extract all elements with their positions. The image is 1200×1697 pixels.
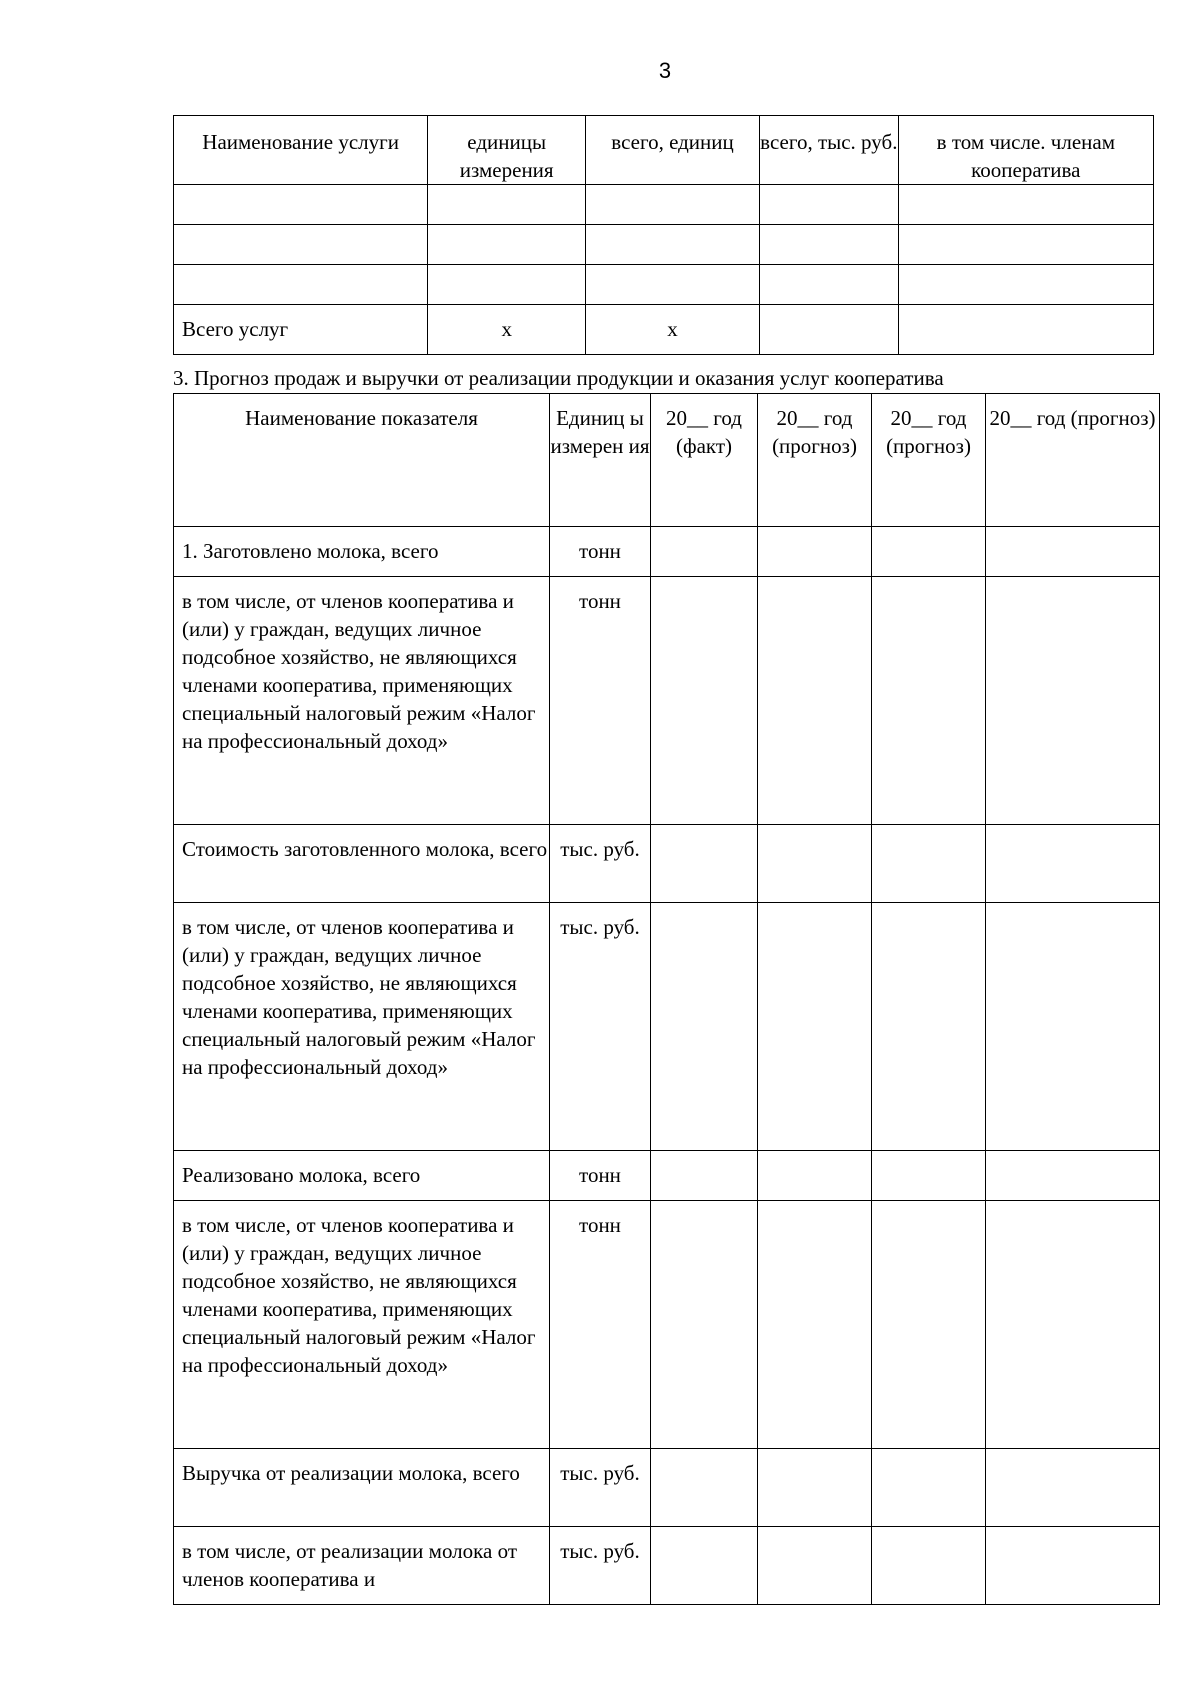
value-cell (986, 825, 1160, 903)
value-cell (986, 527, 1160, 577)
forecast-header-row (174, 394, 1160, 527)
table-cell (898, 225, 1153, 265)
value-cell (872, 1527, 986, 1605)
value-cell (758, 825, 872, 903)
indicator-unit: тонн (550, 1151, 651, 1201)
services-table (173, 115, 1154, 355)
header-unit: Единиц ы измерен ия (550, 394, 651, 527)
total-rub-value (759, 305, 898, 355)
header-year-forecast-1: 20__ год (прогноз) (758, 394, 872, 527)
total-label: Всего услуг (174, 305, 428, 355)
indicator-unit: тыс. руб. (550, 903, 651, 1151)
header-year-fact: 20__ год (факт) (651, 394, 758, 527)
indicator-name: в том числе, от членов кооператива и (или) у граждан, ведущих личное подсобное хозяйство, не являющихся членами кооператива, применяющих специальный налоговый режим «Налог на профессиональный доход» (174, 1201, 550, 1449)
value-cell (651, 1151, 758, 1201)
value-cell (651, 825, 758, 903)
indicator-name: в том числе, от членов кооператива и (или) у граждан, ведущих личное подсобное хозяйство, не являющихся членами кооператива, применяющих специальный налоговый режим «Налог на профессиональный доход» (174, 903, 550, 1151)
value-cell (651, 527, 758, 577)
table-cell (174, 265, 428, 305)
value-cell (986, 1151, 1160, 1201)
value-cell (758, 1151, 872, 1201)
header-indicator-name: Наименование показателя (174, 394, 550, 527)
section-title: 3. Прогноз продаж и выручки от реализации продукции и оказания услуг кооператива (173, 366, 944, 390)
value-cell (758, 1449, 872, 1527)
value-cell (872, 1151, 986, 1201)
table-cell (174, 225, 428, 265)
value-cell (758, 903, 872, 1151)
total-members-value (898, 305, 1153, 355)
table-cell (174, 185, 428, 225)
header-members: в том числе. членам кооператива (898, 116, 1153, 185)
table-row (174, 527, 1160, 577)
table-row (174, 1151, 1160, 1201)
indicator-unit: тыс. руб. (550, 1527, 651, 1605)
value-cell (651, 1449, 758, 1527)
header-year-forecast-3: 20__ год (прогноз) (986, 394, 1160, 527)
value-cell (758, 527, 872, 577)
table-cell (759, 265, 898, 305)
value-cell (872, 1449, 986, 1527)
table-row (174, 825, 1160, 903)
table-cell (586, 225, 760, 265)
table-row (174, 1449, 1160, 1527)
header-service-name: Наименование услуги (174, 116, 428, 185)
total-unit-mark: х (428, 305, 586, 355)
table-row (174, 577, 1160, 825)
indicator-name: Реализовано молока, всего (174, 1151, 550, 1201)
indicator-unit: тыс. руб. (550, 1449, 651, 1527)
table-cell (586, 265, 760, 305)
total-units-mark: х (586, 305, 760, 355)
table-row (174, 1201, 1160, 1449)
indicator-unit: тонн (550, 1201, 651, 1449)
value-cell (758, 1201, 872, 1449)
services-header-row (174, 116, 1154, 185)
page-number: 3 (658, 58, 672, 83)
value-cell (872, 903, 986, 1151)
table-cell (428, 225, 586, 265)
value-cell (872, 825, 986, 903)
header-unit: единицы измерения (428, 116, 586, 185)
table-cell (586, 185, 760, 225)
indicator-name: Стоимость заготовленного молока, всего (174, 825, 550, 903)
indicator-name: 1. Заготовлено молока, всего (174, 527, 550, 577)
indicator-name: в том числе, от реализации молока от членов кооператива и (174, 1527, 550, 1605)
table-row (174, 225, 1154, 265)
indicator-unit: тыс. руб. (550, 825, 651, 903)
header-total-units: всего, единиц (586, 116, 760, 185)
value-cell (651, 903, 758, 1151)
services-total-row (174, 305, 1154, 355)
value-cell (651, 1201, 758, 1449)
value-cell (986, 1201, 1160, 1449)
value-cell (986, 577, 1160, 825)
indicator-name: в том числе, от членов кооператива и (или) у граждан, ведущих личное подсобное хозяйство, не являющихся членами кооператива, применяющих специальный налоговый режим «Налог на профессиональный доход» (174, 577, 550, 825)
value-cell (758, 577, 872, 825)
value-cell (651, 1527, 758, 1605)
indicator-unit: тонн (550, 577, 651, 825)
indicator-unit: тонн (550, 527, 651, 577)
forecast-table (173, 393, 1160, 1605)
table-cell (898, 185, 1153, 225)
table-row (174, 265, 1154, 305)
value-cell (986, 903, 1160, 1151)
table-row (174, 1527, 1160, 1605)
header-total-rub: всего, тыс. руб. (759, 116, 898, 185)
value-cell (986, 1527, 1160, 1605)
table-cell (428, 185, 586, 225)
table-cell (898, 265, 1153, 305)
value-cell (872, 577, 986, 825)
value-cell (986, 1449, 1160, 1527)
value-cell (872, 1201, 986, 1449)
table-cell (759, 225, 898, 265)
indicator-name: Выручка от реализации молока, всего (174, 1449, 550, 1527)
table-cell (428, 265, 586, 305)
table-row (174, 185, 1154, 225)
table-row (174, 903, 1160, 1151)
header-year-forecast-2: 20__ год (прогноз) (872, 394, 986, 527)
value-cell (758, 1527, 872, 1605)
value-cell (872, 527, 986, 577)
value-cell (651, 577, 758, 825)
table-cell (759, 185, 898, 225)
